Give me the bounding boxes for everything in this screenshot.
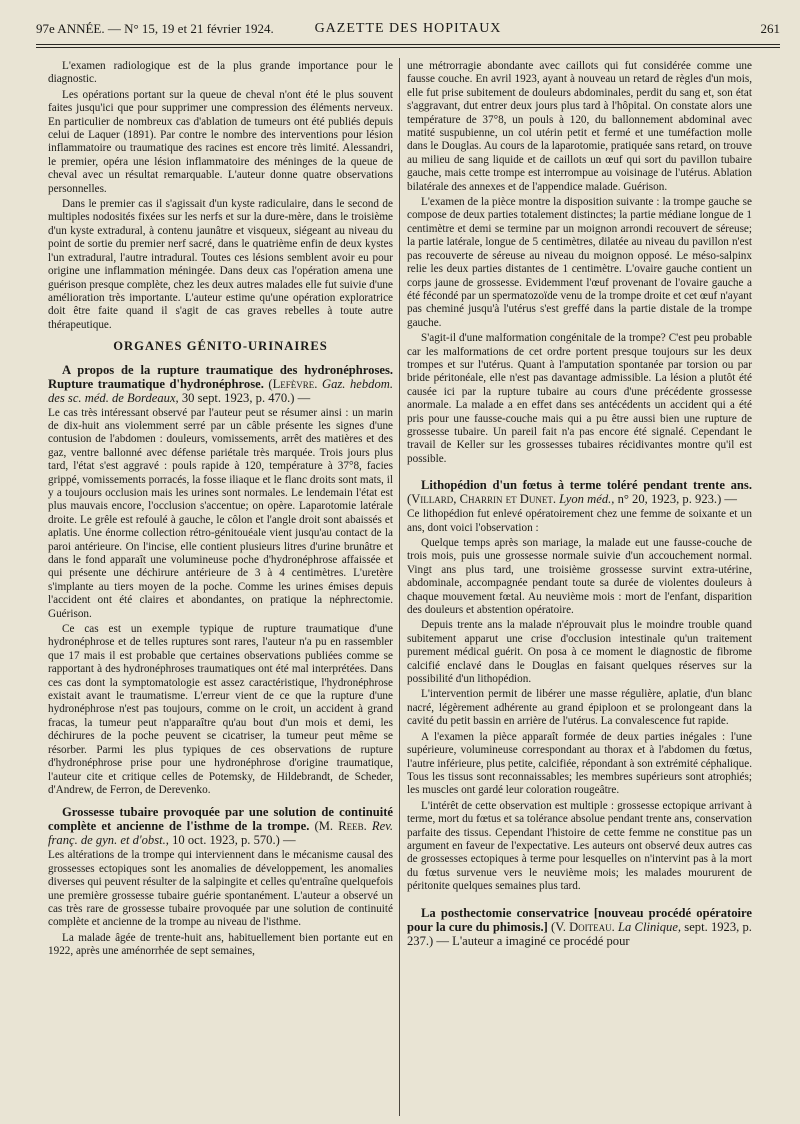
right-column <box>407 60 752 1115</box>
header-rule <box>36 44 780 45</box>
article-author: (Lefèvre. <box>268 376 318 391</box>
paragraph: L'examen radiologique est de la plus grande importance pour le diagnostic. <box>48 60 393 86</box>
page-header <box>36 18 780 40</box>
column-divider <box>399 58 400 1116</box>
paragraph: Ce lithopédion fut enlevé opératoirement chez une femme de soixante et un ans, dont voici l'observation : <box>407 508 752 534</box>
paragraph: L'intervention permit de libérer une masse régulière, aplatie, d'un blanc nacré, légèrement adhérente au grand épiploon et se prolongeant dans la cavité du petit bassin en arrière de l'utérus. La convalescence fut rapide. <box>407 688 752 728</box>
article-author: (V. Doiteau. <box>551 919 615 934</box>
article-journal: La Clinique, <box>618 919 682 934</box>
paragraph: Quelque temps après son mariage, la malade eut une fausse-couche de trois mois, puis une grossesse normale suivie d'un accouchement normal. Vingt ans plus tard, une troisième grossesse survint extra-utérine, abdominale, accompagnée pendant toute sa durée de violentes douleurs à chaque mouvement fœtal. Au neuvième mois : mort de l'enfant, disparition des douleurs et abstention opératoire. <box>407 537 752 617</box>
paragraph: une métrorragie abondante avec caillots qui fut considérée comme une fausse couche. En avril 1923, ayant à nouveau un retard de règles d'un mois, elle fut prise subitement de douleurs abdominales, perdit du sang et, son état s'aggravant, dut entrer deux jours plus tard à l'hôpital. On constate alors une température de 37°8, un pouls à 120, du ballonnement abdominal avec matité suspubienne, un col utérin petit et fermé et une tuméfaction molle dans le Douglas. Au cours de la laparotomie, pratiquée sans retard, on trouve au milieu de sang liquide et de caillots un œuf qui sort du pavillon tubaire gauche, mais cette trompe est interrompue au voisinage de l'utérus. Ablation bilatérale des annexes et de l'appendice malade. Guérison. <box>407 60 752 193</box>
page-number: 261 <box>760 21 780 36</box>
article-title-text: Grossesse tubaire provoquée par une solution de continuité complète et ancienne de l'isthme de la trompe. <box>48 805 393 834</box>
article-lead: L'auteur a imaginé ce procédé pour <box>452 933 630 948</box>
paragraph: L'examen de la pièce montre la disposition suivante : la trompe gauche se compose de deux parties totalement distinctes; la partie médiane longue de 1 centimètre et demi se termine par un moignon arrondi recouvert de séreuse; la partie latérale, longue de 5 centimètres, dilatée au niveau du pavillon n'est pas recouverte de séreuse au niveau du moignon opposé. Le méso-salpinx relie les deux parties distantes de 1 centimètre. L'ovaire gauche contient un corps jaune de grossesse. Evidemment l'œuf provenant de l'ovaire gauche a été fécondé par un spermatozoïde venu de la trompe droite et cet œuf n'ayant pas cheminé jusqu'à l'utérus s'est greffé dans la partie distale de la trompe gauche. <box>407 196 752 329</box>
issue-info: 97e ANNÉE. — N° 15, 19 et 21 février 1924. <box>36 21 274 36</box>
article-title <box>407 906 752 948</box>
article-title <box>48 363 393 405</box>
article-citation: sept. 1923, p. 237.) — <box>407 919 752 948</box>
article-title <box>407 478 752 506</box>
paragraph: Ce cas est un exemple typique de rupture traumatique d'une hydronéphrose et de telles ruptures sont rares, l'auteur n'a pu en rassembler que 17 mais il est probable que certaines observations publiées comme se rapportant à des hydronéphroses traumatiques ont été mal interprétées. Dans ces cas dont la symptomatologie est assez caractéristique, l'hydronéphrose existait avant le traumatisme. L'erreur vient de ce que la rupture d'une hydronéphrose n'est pas toujours, comme on le croit, un accident à grand fracas, la tumeur peut n'apparaître qu'au bout d'un mois et demi, les déchirures de la poche peuvent se cicatriser, la tumeur peut même se résorber. Parmi les plus typiques de ces observations de rupture d'hydronéphrose prise pour une hydronéphrose d'origine traumatique, l'auteur cite et critique celles de Potemsky, de Hildebrandt, de Scheder, d'Andrew, de Ferron, de Derevenko. <box>48 623 393 796</box>
article-title-text: Lithopédion d'un fœtus à terme toléré pendant trente ans. <box>421 478 752 493</box>
article-citation: 30 sept. 1923, p. 470.) — <box>181 390 311 405</box>
publication-title: GAZETTE DES HOPITAUX <box>314 21 502 36</box>
paragraph: A l'examen la pièce apparaît formée de deux parties inégales : l'une supérieure, volumineuse correspondant au thorax et à l'abdomen du fœtus, l'autre inférieure, plus petite, calcifiée, répondant à son extrémité céphalique. Tous les tissus sont reconnaissables; les membres supérieurs sont atrophiés; les muscles ont gardé leur coloration rougeâtre. <box>407 730 752 797</box>
article-author: (Villard, Charrin et Dunet. <box>407 492 557 507</box>
paragraph: Le cas très intéressant observé par l'auteur peut se résumer ainsi : un marin de dix-huit ans violemment serré par un câble présente les signes d'une contusion de l'abdomen : douleurs, vomissements, arrêt des matières et des gaz, ventre ballonné avec défense pariétale très marquée. Trois jours plus tard, l'état s'est aggravé : pouls rapide à 120, température à 37°8, facies grippé, vomissements porracés, la fosse iliaque et le flanc droits sont mats, il y a toujours occlusion mais les urines sont normales. Le lendemain l'état est plus mauvais encore, l'occlusion s'accentue; on opère. Laparotomie latérale droite. Le grêle est refoulé à gauche, le côlon et l'angle droit sont abaissés et aplatis. Une énorme collection rétro-génitouéale vient jusqu'au contact de la paroi antérieure. On l'incise, elle contient plusieurs litres d'urine brunâtre et dans le fond apparaît une volumineuse poche d'hydronéphrose affaissée et qui présente une déchirure antérieure de 3 à 4 centimètres. L'uretère s'implante au tiers moyen de la poche. Comme les urines émises depuis l'accident ont été claires et abondantes, on pratique la néphrectomie. Guérison. <box>48 406 393 620</box>
article-journal: Lyon méd., <box>559 492 615 507</box>
article-author: (M. Reeb. <box>314 819 367 834</box>
article-journal: Rev. franç. de gyn. et d'obst., <box>48 819 393 848</box>
paragraph: L'intérêt de cette observation est multiple : grossesse ectopique arrivant à terme, mort du fœtus et sa tolérance absolue pendant trente ans, conservation parfaite des tissus. Cependant l'histoire de cette femme ne constitue pas un argument en faveur de l'expectative. Les auteurs ont observé deux autres cas de grossesses ectopiques à terme pour lesquelles on n'intervint pas à la mort du fœtus survenue vers le neuvième mois; les malades moururent de péritonite quelques semaines plus tard. <box>407 799 752 893</box>
paragraph: La malade âgée de trente-huit ans, habituellement bien portante eut en 1922, après une aménorrhée de sept semaines, <box>48 931 393 958</box>
paragraph: Dans le premier cas il s'agissait d'un kyste radiculaire, dans le second de multiples nodosités fixées sur les nerfs et sur la dure-mère, dans le troisième d'un kyste extradural, à contenu jaunâtre et visqueux, siégeant au niveau du point de sortie du premier nerf sacré, dans le quatrième enfin de deux kystes l'un extradural, l'autre intradural. Toutes ces lésions semblent avoir eu pour origine une inflammation méningée. Dans deux cas l'opération amena une guérison presque complète, chez les deux autres malades elle fut suivie d'une amélioration très importante. L'auteur estime qu'une opération exploratrice doit être faite quand il s'agit de cas graves rebelles à toute autre thérapeutique. <box>48 198 393 331</box>
paragraph: S'agit-il d'une malformation congénitale de la trompe? C'est peu probable car les malformations de cet ordre portent presque toujours sur les deux trompes et sur l'utérus. Quant à l'amputation spontanée par torsion ou par bride péritonéale, elle n'est pas davantage admissible. La lésion a plutôt été causée ici par la rupture tubaire au cours d'une précédente grossesse anormale. La malade a en effet dans ses antécédents un accident qui a été pris pour une fausse-couche mais qui a pu être aussi bien une rupture de grossesse tubaire. Un pareil fait n'a pas encore été signalé. Cependant le travail de Keller sur les grossesses tubaires récidivantes montre qu'il est possible. <box>407 332 752 465</box>
article-title <box>48 805 393 847</box>
paragraph: Les altérations de la trompe qui interviennent dans le mécanisme causal des grossesses ectopiques sont les anomalies de développement, les anomalies diverses qui peuvent résulter de la salpingite et celles qu'entraîne quelquefois une première grossesse tubaire guérie spontanément. L'auteur a observé un cas très rare de grossesse tubaire provoquée par une solution de continuité complète et ancienne de la trompe au niveau de l'isthme. <box>48 849 393 929</box>
header-rule-double <box>36 47 780 48</box>
paragraph: Les opérations portant sur la queue de cheval n'ont été le plus souvent faites jusqu'ici que pour supprimer une compression des éléments nerveux. En particulier de nombreux cas d'ablation de tumeurs ont été publiés depuis celui de Laquer (1891). Par contre le nombre des interventions pour lésion inflammatoire ou traumatique des racines est encore très limité. Alessandri, le premier, opéra une lésion inflammatoire des méninges de la queue de cheval avec un résultat remarquable. L'auteur donne quatre observations personnelles. <box>48 88 393 195</box>
article-citation: 10 oct. 1923, p. 570.) — <box>172 833 296 848</box>
article-title-text: A propos de la rupture traumatique des hydronéphroses. Rupture traumatique d'hydronéphrose. <box>48 362 393 391</box>
left-column <box>48 60 393 1115</box>
article-citation: n° 20, 1923, p. 923.) — <box>617 492 738 507</box>
paragraph: Depuis trente ans la malade n'éprouvait plus le moindre trouble quand subitement apparut une crise d'occlusion intestinale qu'un traitement purement médical guérit. On posa à ce moment le diagnostic de fibrome calcifié enclavé dans le Douglas en faisant quelques réserves sur la possibilité d'un lithopédion. <box>407 619 752 686</box>
article-title-text: La posthectomie conservatrice [nouveau procédé opératoire pour la cure du phimosis.] <box>407 905 752 934</box>
article-journal: Gaz. hebdom. des sc. méd. de Bordeaux, <box>48 376 393 405</box>
section-heading: ORGANES GÉNITO-URINAIRES <box>113 339 328 354</box>
